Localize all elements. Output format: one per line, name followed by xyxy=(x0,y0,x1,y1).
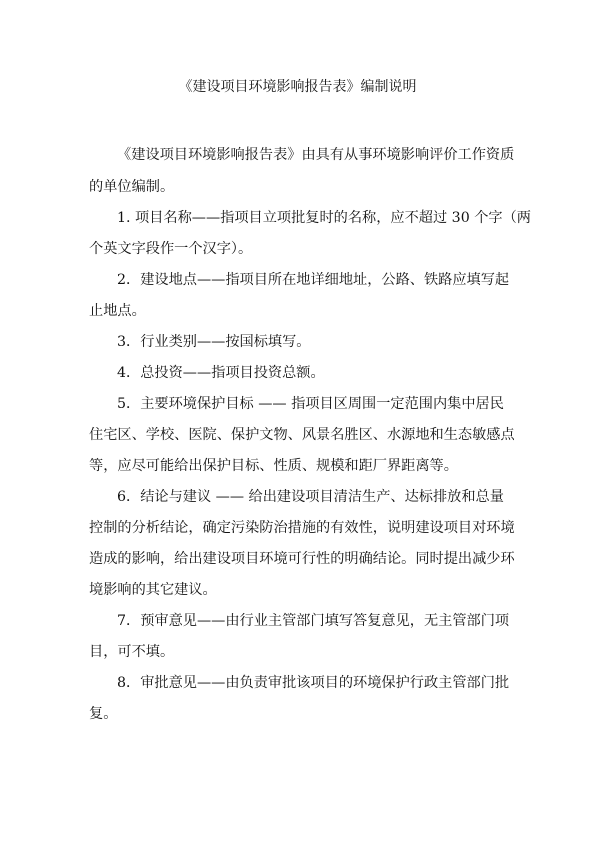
item-1-line-1: 1. 项目名称——指项目立项批复时的名称，应不超过 30 个字（两 xyxy=(117,210,531,226)
item-4-line-1: 4．总投资——指项目投资总额。 xyxy=(117,365,325,381)
intro-line-2: 的单位编制。 xyxy=(89,179,175,195)
item-2-line-1: 2．建设地点——指项目所在地详细地址，公路、铁路应填写起 xyxy=(117,272,510,288)
item-8-line-1: 8．审批意见——由负责审批该项目的环境保护行政主管部门批 xyxy=(117,675,510,691)
item-5-line-3: 等，应尽可能给出保护目标、性质、规模和距厂界距离等。 xyxy=(89,458,458,474)
item-5-line-1: 5．主要环境保护目标 —— 指项目区周围一定范围内集中居民 xyxy=(117,396,504,412)
item-7-line-1: 7．预审意见——由行业主管部门填写答复意见，无主管部门项 xyxy=(117,613,510,629)
item-6-line-1: 6．结论与建议 —— 给出建设项目清洁生产、达标排放和总量 xyxy=(117,489,504,505)
intro-line-1: 《建设项目环境影响报告表》由具有从事环境影响评价工作资质 xyxy=(117,147,515,163)
item-5-line-2: 住宅区、学校、医院、保护文物、风景名胜区、水源地和生态敏感点 xyxy=(89,427,515,443)
item-7-line-2: 目，可不填。 xyxy=(89,644,175,660)
item-8-line-2: 复。 xyxy=(89,706,118,722)
item-6-line-2: 控制的分析结论，确定污染防治措施的有效性，说明建设项目对环境 xyxy=(89,520,515,536)
item-6-line-4: 境影响的其它建议。 xyxy=(89,582,217,598)
item-6-line-3: 造成的影响，给出建设项目环境可行性的明确结论。同时提出减少环 xyxy=(89,551,515,567)
item-2-line-2: 止地点。 xyxy=(89,303,146,319)
item-3-line-1: 3．行业类别——按国标填写。 xyxy=(117,334,311,350)
item-1-line-2: 个英文字段作一个汉字）。 xyxy=(89,241,253,257)
page-title: 《建设项目环境影响报告表》编制说明 xyxy=(178,79,417,95)
